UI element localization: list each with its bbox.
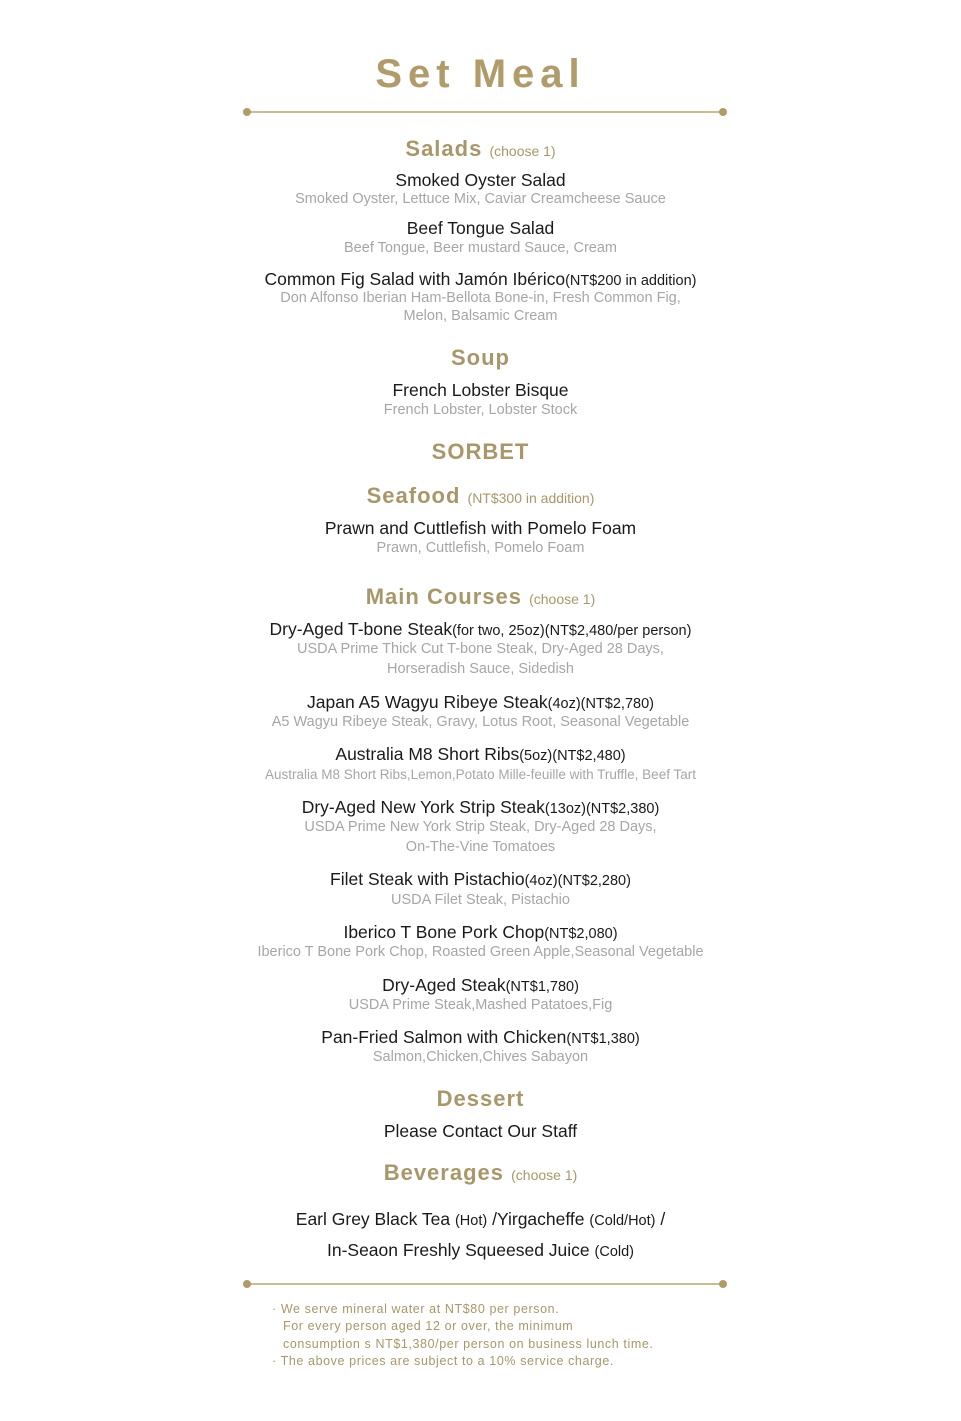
footnote: · The above prices are subject to a 10% service charge. xyxy=(272,1353,614,1368)
dish-name: Beef Tongue Salad xyxy=(406,218,555,238)
dish-description: On-The-Vine Tomatoes xyxy=(405,839,556,855)
seafood-title: Seafood xyxy=(366,483,461,508)
beverage-note: (Cold/Hot) xyxy=(589,1213,656,1229)
dish-name: Dry-Aged T-bone Steak xyxy=(269,619,453,639)
dish-name: Filet Steak with Pistachio xyxy=(330,869,525,889)
beverage-separator: / xyxy=(660,1209,666,1229)
salads-title: Salads xyxy=(405,136,483,161)
menu-item xyxy=(0,744,961,765)
beverages-note: (choose 1) xyxy=(511,1167,578,1183)
dish-description: Prawn, Cuttlefish, Pomelo Foam xyxy=(376,540,585,556)
main-courses-note: (choose 1) xyxy=(529,591,596,607)
beverage-line xyxy=(0,1209,961,1230)
beverage-name: Yirgacheffe xyxy=(496,1209,585,1229)
dish-description: USDA Prime Steak,Mashed Patatoes,Fig xyxy=(348,997,613,1013)
footnote: consumption s NT$1,380/per person on business lunch time. xyxy=(283,1336,654,1351)
dish-description: A5 Wagyu Ribeye Steak, Gravy, Lotus Root, Seasonal Vegetable xyxy=(271,714,690,730)
dish-description: Don Alfonso Iberian Ham-Bellota Bone-in, Fresh Common Fig, xyxy=(280,290,681,306)
dish-description: Horseradish Sauce, Sidedish xyxy=(387,661,574,677)
dish-price: (for two, 25oz)(NT$2,480/per person) xyxy=(452,623,692,639)
menu-item xyxy=(0,975,961,996)
beverages-title: Beverages xyxy=(383,1160,505,1185)
beverage-note: (Hot) xyxy=(454,1213,488,1229)
top-divider xyxy=(247,111,723,113)
beverage-line xyxy=(0,1240,961,1261)
dish-price: (13oz)(NT$2,380) xyxy=(544,801,660,817)
dish-description: Smoked Oyster, Lettuce Mix, Caviar Creamcheese Sauce xyxy=(295,191,666,207)
dish-name: Smoked Oyster Salad xyxy=(395,170,566,190)
dish-price: (5oz)(NT$2,480) xyxy=(519,748,626,764)
beverages-heading xyxy=(0,1160,961,1186)
dish-description: USDA Prime New York Strip Steak, Dry-Aged 28 Days, xyxy=(304,819,657,835)
dish-description: Salmon,Chicken,Chives Sabayon xyxy=(372,1049,589,1065)
menu-item xyxy=(0,218,961,239)
dish-description: Beef Tongue, Beer mustard Sauce, Cream xyxy=(344,240,617,256)
dish-description: USDA Filet Steak, Pistachio xyxy=(391,892,570,908)
seafood-note: (NT$300 in addition) xyxy=(467,490,595,506)
beverage-separator: / xyxy=(492,1209,497,1229)
menu-item xyxy=(0,869,961,890)
menu-item xyxy=(0,619,961,640)
dish-name: Pan-Fried Salmon with Chicken xyxy=(321,1027,567,1047)
menu-item xyxy=(0,797,961,818)
page-title: Set Meal xyxy=(375,52,586,96)
dish-name: Japan A5 Wagyu Ribeye Steak xyxy=(307,692,548,712)
dish-name: Dry-Aged New York Strip Steak xyxy=(301,797,545,817)
dish-price: (NT$200 in addition) xyxy=(565,273,697,289)
dish-name: Common Fig Salad with Jamón Ibérico xyxy=(264,269,566,289)
dish-description: Melon, Balsamic Cream xyxy=(403,308,558,324)
menu-item xyxy=(0,170,961,191)
dish-price: (4oz)(NT$2,280) xyxy=(524,873,631,889)
bottom-divider xyxy=(247,1283,723,1285)
dish-name: Australia M8 Short Ribs xyxy=(335,744,520,764)
menu-item xyxy=(0,692,961,713)
dish-price: (NT$1,380) xyxy=(566,1031,640,1047)
seafood-heading xyxy=(0,483,961,509)
beverage-note: (Cold) xyxy=(594,1244,634,1260)
dish-price: (NT$2,080) xyxy=(544,926,618,942)
footnote: · We serve mineral water at NT$80 per person. xyxy=(272,1302,560,1316)
dish-price: (4oz)(NT$2,780) xyxy=(547,696,654,712)
salads-note: (choose 1) xyxy=(489,143,556,159)
soup-heading: Soup xyxy=(451,345,510,370)
dish-name: French Lobster Bisque xyxy=(392,380,569,400)
salads-heading xyxy=(0,136,961,162)
beverage-name: Earl Grey Black Tea xyxy=(295,1209,451,1229)
dish-description: French Lobster, Lobster Stock xyxy=(383,402,578,418)
dish-description: USDA Prime Thick Cut T-bone Steak, Dry-Aged 28 Days, xyxy=(297,641,664,657)
dish-description: Iberico T Bone Pork Chop, Roasted Green Apple,Seasonal Vegetable xyxy=(257,944,704,960)
dish-name: Prawn and Cuttlefish with Pomelo Foam xyxy=(324,518,637,538)
dessert-text: Please Contact Our Staff xyxy=(383,1121,578,1141)
menu-item xyxy=(0,269,961,290)
dish-name: Iberico T Bone Pork Chop xyxy=(343,922,545,942)
sorbet-heading: SORBET xyxy=(431,439,530,464)
dessert-heading: Dessert xyxy=(436,1086,525,1111)
menu-item xyxy=(0,380,961,401)
dish-name: Dry-Aged Steak xyxy=(382,975,506,995)
main-courses-heading xyxy=(0,584,961,610)
footnotes xyxy=(272,1301,732,1370)
main-courses-title: Main Courses xyxy=(365,584,522,609)
menu-item xyxy=(0,1027,961,1048)
menu-item xyxy=(0,922,961,943)
menu-item xyxy=(0,518,961,539)
dish-description: Australia M8 Short Ribs,Lemon,Potato Mille-feuille with Truffle, Beef Tart xyxy=(265,767,696,782)
footnote: For every person aged 12 or over, the minimum xyxy=(283,1319,574,1334)
beverage-name: In-Seaon Freshly Squeesed Juice xyxy=(326,1240,590,1260)
dish-price: (NT$1,780) xyxy=(505,979,579,995)
